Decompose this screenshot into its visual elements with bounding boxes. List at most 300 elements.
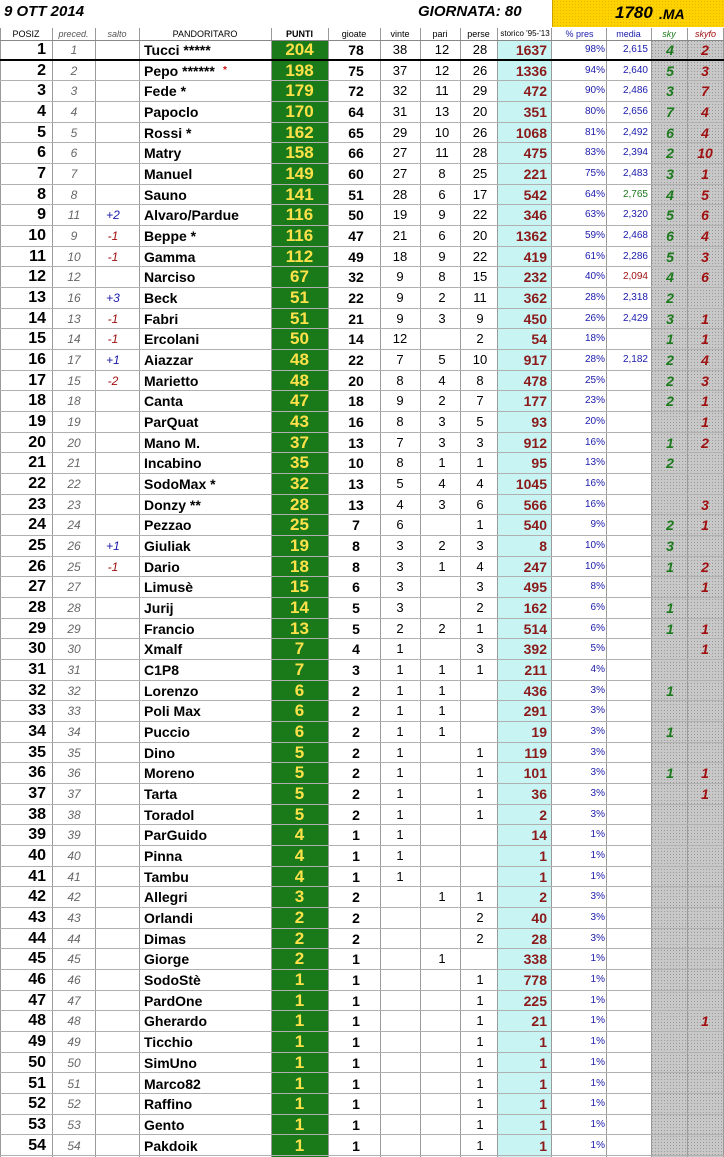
table-row <box>0 660 724 681</box>
draws-cell: 9 <box>438 207 446 223</box>
table-row <box>0 1032 724 1053</box>
matchday-label: GIORNATA: 80 <box>418 3 522 20</box>
table-row <box>0 226 724 247</box>
presence-percent-cell: 5% <box>590 643 605 655</box>
points-cell: 51 <box>290 288 309 308</box>
position-cell: 39 <box>28 826 46 844</box>
previous-position-cell: 51 <box>67 1076 81 1091</box>
presence-percent-cell: 61% <box>584 250 605 262</box>
losses-cell <box>463 681 497 701</box>
player-name-cell: Dino <box>144 744 176 761</box>
games-played-cell: 1 <box>352 1096 360 1113</box>
games-played-cell: 8 <box>352 538 360 555</box>
historical-total-cell: 40 <box>531 910 547 927</box>
points-cell: 47 <box>290 391 309 411</box>
points-cell: 48 <box>290 370 309 390</box>
historical-total-cell: 475 <box>523 145 547 162</box>
draws-cell: 3 <box>438 434 446 450</box>
average-cell <box>606 908 648 928</box>
sky-count-cell <box>655 474 685 494</box>
points-cell: 5 <box>294 784 305 804</box>
presence-percent-cell: 13% <box>584 457 605 469</box>
player-name-cell: Gamma <box>144 248 196 265</box>
points-cell: 3 <box>294 887 305 907</box>
position-cell: 19 <box>28 413 46 431</box>
position-cell: 5 <box>37 123 46 141</box>
average-cell <box>606 453 648 473</box>
previous-position-cell: 11 <box>67 208 81 223</box>
skyfo-count-cell <box>690 846 720 866</box>
player-name-cell: C1P8 <box>144 662 180 679</box>
games-played-cell: 7 <box>352 517 360 534</box>
table-row <box>0 1011 724 1032</box>
presence-percent-cell: 3% <box>590 912 605 924</box>
wins-cell <box>382 949 418 969</box>
skyfo-count-cell <box>690 1115 720 1135</box>
wins-cell <box>382 887 418 907</box>
draws-cell: 11 <box>435 145 449 161</box>
previous-position-cell: 37 <box>67 787 81 802</box>
games-played-cell: 2 <box>352 786 360 803</box>
losses-cell: 1 <box>476 455 484 471</box>
player-name-cell: Fabri <box>144 310 179 327</box>
historical-total-cell: 93 <box>531 414 547 431</box>
sky-count-cell: 5 <box>666 207 674 224</box>
position-change-cell <box>96 1074 130 1094</box>
sky-count-cell: 2 <box>666 517 674 534</box>
sky-count-cell <box>655 1115 685 1135</box>
games-played-cell: 13 <box>348 496 364 513</box>
games-played-cell: 1 <box>352 1075 360 1092</box>
sky-count-cell <box>655 970 685 990</box>
position-change-cell: -1 <box>107 559 119 574</box>
losses-cell: 2 <box>476 930 484 946</box>
historical-total-cell: 351 <box>523 104 547 120</box>
games-played-cell: 2 <box>352 682 360 699</box>
position-change-cell: +2 <box>106 208 120 223</box>
historical-total-cell: 1 <box>539 1075 547 1092</box>
average-cell <box>606 495 648 515</box>
skyfo-count-cell: 3 <box>701 496 709 513</box>
table-row <box>0 371 724 392</box>
skyfo-count-cell: 1 <box>701 393 709 410</box>
sky-count-cell: 1 <box>666 434 674 451</box>
position-cell: 42 <box>28 888 46 906</box>
skyfo-count-cell: 4 <box>701 104 709 120</box>
player-name-cell: Pepo ****** <box>144 62 215 79</box>
draws-cell <box>425 805 459 825</box>
table-row <box>0 350 724 371</box>
games-played-cell: 1 <box>352 951 360 968</box>
position-cell: 30 <box>28 640 46 658</box>
table-row <box>0 1115 724 1136</box>
wins-cell: 1 <box>396 662 404 678</box>
position-change-cell <box>96 515 130 535</box>
average-cell <box>606 825 648 845</box>
position-change-cell: +1 <box>106 353 120 368</box>
position-cell: 6 <box>37 144 46 162</box>
player-name-cell: Dimas <box>144 930 187 947</box>
table-row <box>0 701 724 722</box>
games-played-cell: 1 <box>352 848 360 865</box>
losses-cell: 3 <box>476 579 484 595</box>
presence-percent-cell: 1% <box>590 1118 605 1130</box>
average-cell <box>606 1074 648 1094</box>
previous-position-cell: 26 <box>67 539 81 554</box>
player-name-cell: Donzy ** <box>144 496 201 513</box>
games-played-cell: 1 <box>352 1137 360 1154</box>
position-cell: 10 <box>28 227 46 245</box>
average-cell <box>606 1011 648 1031</box>
average-cell <box>606 805 648 825</box>
games-played-cell: 3 <box>352 662 360 679</box>
points-cell: 15 <box>290 577 309 597</box>
games-played-cell: 10 <box>348 455 364 472</box>
wins-cell: 1 <box>396 848 404 864</box>
losses-cell: 28 <box>472 145 488 161</box>
losses-cell: 25 <box>472 166 488 182</box>
wins-cell: 9 <box>396 269 404 285</box>
sky-count-cell <box>655 1053 685 1073</box>
sky-count-cell: 3 <box>666 310 674 327</box>
skyfo-count-cell: 1 <box>701 166 709 183</box>
position-cell: 32 <box>28 681 46 699</box>
historical-total-cell: 2 <box>539 889 547 906</box>
position-change-cell <box>96 784 130 804</box>
draws-cell: 6 <box>438 228 446 244</box>
draws-cell: 5 <box>438 352 446 368</box>
average-cell: 2,640 <box>622 64 648 76</box>
draws-cell: 6 <box>438 186 446 202</box>
draws-cell: 11 <box>435 83 449 99</box>
losses-cell: 29 <box>472 83 488 99</box>
points-cell: 1 <box>294 1052 305 1072</box>
player-name-cell: ParQuat <box>144 414 199 431</box>
skyfo-count-cell: 6 <box>701 207 709 224</box>
position-cell: 17 <box>28 371 46 389</box>
average-cell: 2,286 <box>622 250 648 262</box>
sky-count-cell: 2 <box>666 352 674 369</box>
historical-total-cell: 2 <box>539 806 547 823</box>
player-name-cell: Gherardo <box>144 1013 208 1030</box>
table-row <box>0 123 724 144</box>
presence-percent-cell: 10% <box>584 560 605 572</box>
sky-count-cell: 2 <box>666 372 674 389</box>
previous-position-cell: 48 <box>67 1014 81 1029</box>
losses-cell: 1 <box>476 889 484 905</box>
points-cell: 158 <box>285 143 314 163</box>
player-name-cell: SimUno <box>144 1054 197 1071</box>
draws-cell <box>425 743 459 763</box>
skyfo-count-cell <box>690 1053 720 1073</box>
presence-percent-cell: 1% <box>590 994 605 1006</box>
wins-cell: 1 <box>396 641 404 657</box>
player-name-cell: Giorge <box>144 951 190 968</box>
points-cell: 28 <box>290 494 309 514</box>
sky-count-cell: 4 <box>666 269 674 286</box>
historical-total-cell: 1045 <box>515 476 547 493</box>
skyfo-count-cell: 1 <box>701 786 709 803</box>
draws-cell <box>425 929 459 949</box>
position-cell: 23 <box>28 495 46 513</box>
points-cell: 4 <box>294 846 305 866</box>
sky-count-cell: 4 <box>666 42 674 58</box>
player-name-cell: Papoclo <box>144 104 199 120</box>
wins-cell: 8 <box>396 372 404 388</box>
games-played-cell: 47 <box>348 228 364 245</box>
historical-total-cell: 1 <box>539 1054 547 1071</box>
losses-cell <box>463 825 497 845</box>
draws-cell <box>425 846 459 866</box>
average-cell <box>606 1094 648 1114</box>
skyfo-count-cell: 3 <box>701 62 709 79</box>
average-cell: 2,492 <box>622 126 648 138</box>
losses-cell: 9 <box>476 310 484 326</box>
sky-count-cell <box>655 495 685 515</box>
table-row <box>0 495 724 516</box>
sky-count-cell: 2 <box>666 455 674 472</box>
games-played-cell: 75 <box>348 62 364 79</box>
historical-total-cell: 778 <box>523 972 547 989</box>
games-played-cell: 1 <box>352 827 360 844</box>
previous-position-cell: 49 <box>67 1035 81 1050</box>
previous-position-cell: 31 <box>67 663 81 678</box>
col-header-giocate: gioate <box>341 29 367 39</box>
games-played-cell: 1 <box>352 1034 360 1051</box>
position-change-cell <box>96 577 130 597</box>
average-cell <box>606 722 648 742</box>
wins-cell <box>382 991 418 1011</box>
table-row <box>0 681 724 702</box>
wins-cell: 29 <box>392 124 408 140</box>
games-played-cell: 78 <box>348 42 364 58</box>
table-row <box>0 309 724 330</box>
skyfo-count-cell <box>690 743 720 763</box>
sky-count-cell: 1 <box>666 765 674 782</box>
average-cell <box>606 1032 648 1052</box>
presence-percent-cell: 1% <box>590 850 605 862</box>
position-cell: 24 <box>28 516 46 534</box>
position-change-cell <box>96 391 130 411</box>
wins-cell: 38 <box>392 42 408 57</box>
skyfo-count-cell: 4 <box>701 228 709 245</box>
sky-count-cell <box>655 1074 685 1094</box>
draws-cell <box>425 598 459 618</box>
player-name-cell: Orlandi <box>144 910 194 927</box>
games-played-cell: 18 <box>348 393 364 410</box>
losses-cell: 1 <box>476 765 484 781</box>
player-name-cell: Tambu <box>144 868 189 885</box>
historical-total-cell: 21 <box>531 1013 547 1030</box>
presence-percent-cell: 63% <box>584 209 605 221</box>
average-cell <box>606 701 648 721</box>
position-change-cell <box>96 61 130 81</box>
wins-cell: 7 <box>396 434 404 450</box>
table-row <box>0 743 724 764</box>
average-cell: 2,182 <box>622 354 648 366</box>
player-name-cell: Xmalf <box>144 641 183 658</box>
average-cell <box>606 619 648 639</box>
games-played-cell: 8 <box>352 558 360 575</box>
games-played-cell: 4 <box>352 641 360 658</box>
points-cell: 2 <box>294 908 305 928</box>
average-cell <box>606 887 648 907</box>
skyfo-count-cell <box>690 474 720 494</box>
player-name-cell: Ticchio <box>144 1034 193 1051</box>
losses-cell: 2 <box>476 600 484 616</box>
position-change-cell <box>96 970 130 990</box>
wins-cell: 3 <box>396 538 404 554</box>
position-change-cell <box>96 40 130 60</box>
skyfo-count-cell <box>690 1032 720 1052</box>
draws-cell: 1 <box>438 558 446 574</box>
presence-percent-cell: 3% <box>590 891 605 903</box>
position-cell: 53 <box>28 1115 46 1133</box>
historical-total-cell: 450 <box>523 310 547 327</box>
skyfo-count-cell <box>690 805 720 825</box>
draws-cell: 12 <box>434 62 450 78</box>
presence-percent-cell: 20% <box>584 416 605 428</box>
position-cell: 51 <box>28 1074 46 1092</box>
presence-percent-cell: 6% <box>590 622 605 634</box>
average-cell <box>606 846 648 866</box>
position-cell: 15 <box>28 330 46 348</box>
presence-percent-cell: 40% <box>584 271 605 283</box>
skyfo-count-cell <box>690 991 720 1011</box>
skyfo-count-cell: 6 <box>701 269 709 286</box>
col-header-punti: PUNTI <box>286 29 313 39</box>
sky-count-cell <box>655 660 685 680</box>
wins-cell <box>382 1011 418 1031</box>
red-star-marker: * <box>223 64 227 76</box>
table-row <box>0 143 724 164</box>
skyfo-count-cell <box>690 701 720 721</box>
position-cell: 1 <box>37 41 46 58</box>
points-cell: 162 <box>285 122 314 142</box>
table-row <box>0 1136 724 1157</box>
position-change-cell <box>96 908 130 928</box>
total-points-suffix: .MA <box>659 6 685 22</box>
games-played-cell: 2 <box>352 703 360 720</box>
position-change-cell <box>96 949 130 969</box>
average-cell <box>606 329 648 349</box>
games-played-cell: 66 <box>348 145 364 162</box>
presence-percent-cell: 1% <box>590 829 605 841</box>
historical-total-cell: 54 <box>531 331 547 348</box>
losses-cell: 1 <box>476 1137 484 1153</box>
presence-percent-cell: 3% <box>590 788 605 800</box>
position-cell: 12 <box>28 268 46 286</box>
games-played-cell: 2 <box>352 724 360 741</box>
position-cell: 40 <box>28 847 46 865</box>
presence-percent-cell: 10% <box>584 540 605 552</box>
presence-percent-cell: 83% <box>584 147 605 159</box>
games-played-cell: 60 <box>348 166 364 183</box>
previous-position-cell: 1 <box>70 43 78 57</box>
draws-cell: 3 <box>438 414 446 430</box>
losses-cell: 4 <box>476 476 484 492</box>
historical-total-cell: 1 <box>539 848 547 865</box>
player-name-cell: Francio <box>144 620 195 637</box>
wins-cell: 8 <box>396 455 404 471</box>
sky-count-cell <box>655 1136 685 1156</box>
draws-cell: 2 <box>438 393 446 409</box>
skyfo-count-cell: 10 <box>697 145 713 162</box>
points-cell: 198 <box>285 60 314 80</box>
wins-cell: 21 <box>392 228 408 244</box>
position-cell: 54 <box>28 1136 46 1154</box>
previous-position-cell: 18 <box>67 394 81 409</box>
col-header-pandoritaro: PANDORITARO <box>172 29 238 39</box>
position-change-cell <box>96 825 130 845</box>
points-cell: 6 <box>294 701 305 721</box>
historical-total-cell: 221 <box>523 166 547 183</box>
table-row <box>0 40 724 61</box>
col-header-sky: sky <box>662 29 676 39</box>
player-name-cell: Pinna <box>144 848 183 865</box>
points-cell: 43 <box>290 412 309 432</box>
player-name-cell: ParGuido <box>144 827 208 844</box>
sky-count-cell: 6 <box>666 124 674 141</box>
skyfo-count-cell: 4 <box>701 124 709 141</box>
points-cell: 4 <box>294 825 305 845</box>
previous-position-cell: 53 <box>67 1117 81 1132</box>
position-cell: 49 <box>28 1033 46 1051</box>
games-played-cell: 2 <box>352 889 360 906</box>
sky-count-cell <box>655 825 685 845</box>
table-row <box>0 288 724 309</box>
position-change-cell <box>96 267 130 287</box>
wins-cell: 1 <box>396 765 404 781</box>
points-cell: 5 <box>294 742 305 762</box>
points-cell: 116 <box>285 205 314 225</box>
position-change-cell <box>96 619 130 639</box>
player-name-cell: Ercolani <box>144 331 200 348</box>
sky-count-cell: 5 <box>666 62 674 79</box>
table-row <box>0 515 724 536</box>
games-played-cell: 13 <box>348 476 364 493</box>
table-row <box>0 867 724 888</box>
table-row <box>0 102 724 123</box>
presence-percent-cell: 98% <box>584 44 605 55</box>
presence-percent-cell: 3% <box>590 767 605 779</box>
average-cell <box>606 784 648 804</box>
previous-position-cell: 46 <box>67 973 81 988</box>
previous-position-cell: 24 <box>67 518 81 533</box>
games-played-cell: 1 <box>352 868 360 885</box>
previous-position-cell: 19 <box>67 415 81 430</box>
skyfo-count-cell: 4 <box>701 352 709 369</box>
average-cell <box>606 1053 648 1073</box>
points-cell: 1 <box>294 1114 305 1134</box>
previous-position-cell: 39 <box>67 828 81 843</box>
presence-percent-cell: 3% <box>590 932 605 944</box>
historical-total-cell: 36 <box>531 786 547 803</box>
points-cell: 149 <box>285 164 314 184</box>
player-name-cell: Jurij <box>144 600 174 617</box>
average-cell <box>606 743 648 763</box>
position-change-cell <box>96 701 130 721</box>
presence-percent-cell: 3% <box>590 705 605 717</box>
presence-percent-cell: 16% <box>584 436 605 448</box>
sky-count-cell <box>655 1032 685 1052</box>
presence-percent-cell: 1% <box>590 1077 605 1089</box>
losses-cell: 7 <box>476 393 484 409</box>
draws-cell: 9 <box>438 248 446 264</box>
presence-percent-cell: 3% <box>590 684 605 696</box>
position-change-cell <box>96 495 130 515</box>
table-row <box>0 81 724 102</box>
